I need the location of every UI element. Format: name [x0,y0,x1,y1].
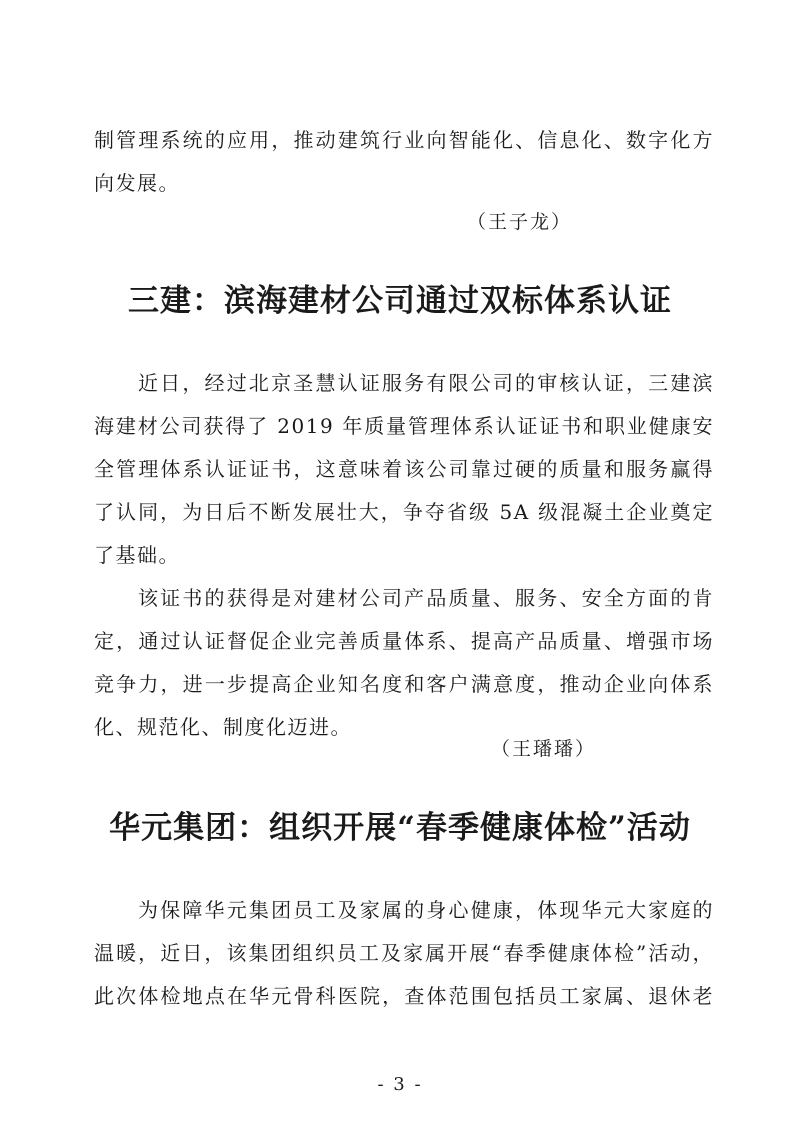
article1-p2-line-3: 竞争力，进一步提高企业知名度和客户满意度，推动企业向体系 [94,672,714,696]
article1-p1-line-1: 近日，经过北京圣慧认证服务有限公司的审核认证，三建滨 [138,371,714,395]
article2-p1-line-1: 为保障华元集团员工及家属的身心健康，体现华元大家庭的 [138,898,714,922]
article2-p1-line-3: 此次体检地点在华元骨科医院，查体范围包括员工家属、退休老 [94,984,714,1008]
page-number: - 3 - [377,1074,423,1095]
article1-p2-line-2: 定，通过认证督促企业完善质量体系、提高产品质量、增强市场 [94,629,714,653]
intro-line-1: 制管理系统的应用，推动建筑行业向智能化、信息化、数字化方 [94,128,714,152]
article1-headline: 三建：滨海建材公司通过双标体系认证 [128,283,672,319]
intro-byline: （王子龙） [467,211,573,233]
article1-p1-line-3: 全管理体系认证证书，这意味着该公司靠过硬的质量和服务赢得 [94,457,714,481]
intro-line-2: 向发展。 [94,171,180,195]
article1-p1-line-4: 了认同，为日后不断发展壮大，争夺省级 5A 级混凝土企业奠定 [94,500,714,524]
article1-byline: （王璠璠） [491,738,597,760]
article1-p1-line-5: 了基础。 [94,543,180,567]
article2-p1-line-2: 温暖，近日，该集团组织员工及家属开展“春季健康体检”活动， [94,941,714,965]
article1-p2-line-4: 化、规范化、制度化迈进。 [94,715,352,739]
article1-p1-line-2: 海建材公司获得了 2019 年质量管理体系认证证书和职业健康安 [94,414,714,438]
article1-p2-line-1: 该证书的获得是对建材公司产品质量、服务、安全方面的肯 [138,586,714,610]
article2-headline: 华元集团：组织开展“春季健康体检”活动 [109,810,691,846]
